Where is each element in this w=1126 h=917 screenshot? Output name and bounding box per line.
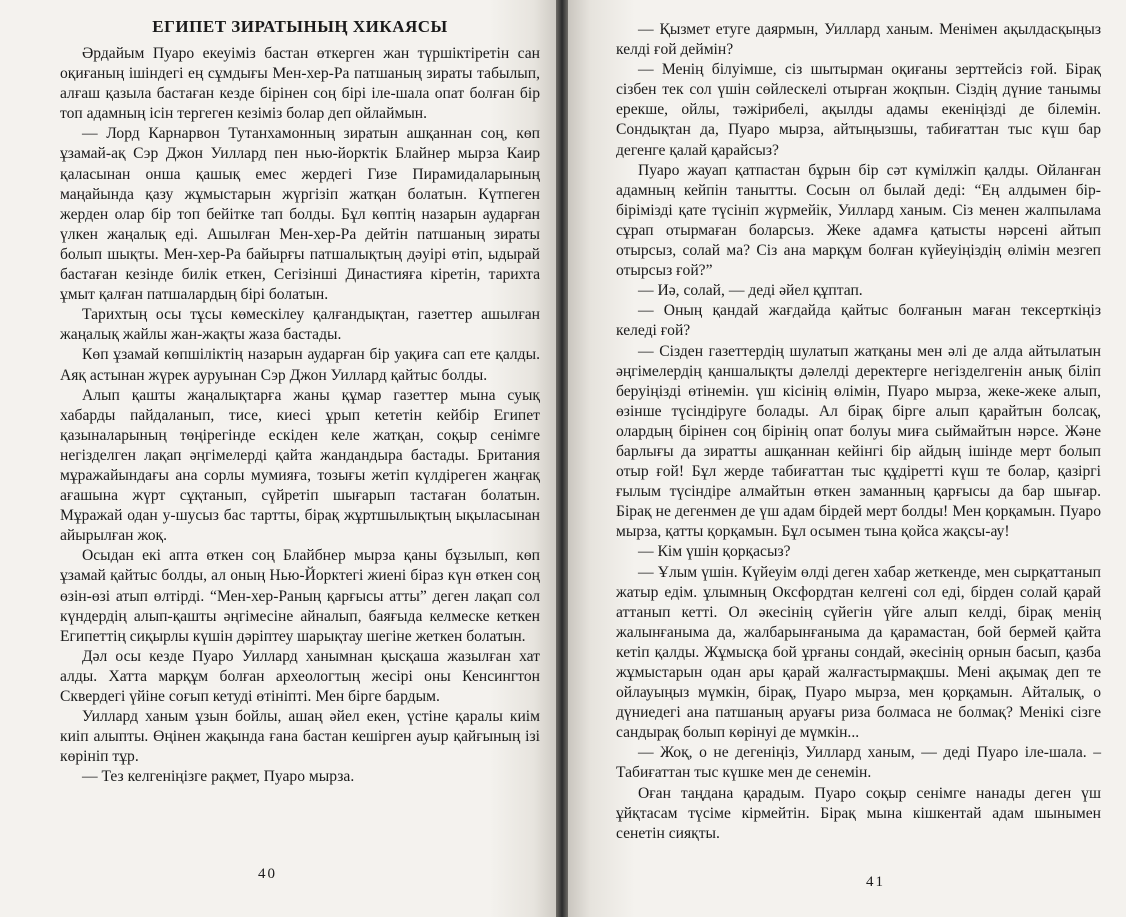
paragraph: Дәл осы кезде Пуаро Уиллард ханымнан қысқаша жазылған хат алды. Хатта марқұм болған археологтың жесірі оны Кенсингтон Сквердегі үйіне соғып кетуді өтініпті. Мен бірге бардым. bbox=[60, 647, 540, 705]
right-page-text bbox=[616, 20, 1101, 844]
paragraph: — Сізден газеттердің шулатып жатқаны мен әлі де алда айтылатын әңгімелердің қаншалықты дәлелді деректерге негізделгенін анық біліп беруіңізді өтінемін. үш кісінің өлімін, Пуаро мырза, жеке-жеке алып, өзінше түсіндіруге болады. Ал бірақ бірге алып қарайтын болсақ, олардың бірінен соң бірінің опат болуы миға сыймайтын нәрсе. Және барлығы да зиратты ашқаннан кейінгі бір айдың ішінде мерт болып отыр ғой! Бұл жерде табиғаттан тыс құдіретті күш те болар, қазіргі ғылым түсіндіре алмайтын өткен заманның қарғысы да бар шығар. Бірақ не дегенмен де үш адам бірдей мерт болды! Мен қорқамын. Пуаро мырза, қатты қорқамын. Бұл осымен тына қойса жақсы-ау! bbox=[616, 342, 1101, 541]
page-number-left: 40 bbox=[258, 866, 277, 882]
paragraph: Тарихтың осы тұсы көмескілеу қалғандықтан, газеттер ашылған жаңалық жайлы жан-жақты жаза бастады. bbox=[60, 306, 540, 344]
left-page bbox=[0, 0, 556, 917]
chapter-title: ЕГИПЕТ ЗИРАТЫНЫҢ ХИКАЯСЫ bbox=[152, 17, 448, 36]
paragraph: — Менің білуімше, сіз шытырман оқиғаны зерттейсіз ғой. Бірақ сізбен тек сол үшін сөйлескелі отырған жоқпын. Сіздің дүние танымы ерекше, ойлы, тәжірибелі, ақылды адамы екеніңізді де білемін. Сондықтан да, Пуаро мырза, айтыңызшы, табиғаттан тыс күш бар дегенге қалай қарайсыз? bbox=[616, 61, 1101, 159]
paragraph: — Тез келгеніңізге рақмет, Пуаро мырза. bbox=[82, 768, 355, 786]
paragraph: — Жоқ, о не дегеніңіз, Уиллард ханым, — деді Пуаро іле-шала. – Табиғаттан тыс күшке мен де сенемін. bbox=[616, 744, 1101, 782]
paragraph: Алып қашты жаңалықтарға жаны құмар газеттер мына суық хабарды пайдаланып, тисе, киесі ұрып кететін кейбір Египет қазыналарының төңірегінде ескіден келе жатқан, соқыр сенімге негізделген лақап әңгімелерді қайта жандандыра бастады. Британия мұражайындағы ана сорлы мумияға, тозығы жетіп күлдіреген жаңғақ ағашына жүрт сұқтанып, сүйретіп шығарып тастаған болатын. Мұражай одан у-шусыз бас тартты, бірақ жұртшылықтың ықыласынан айырылған жоқ. bbox=[60, 386, 540, 545]
paragraph: — Кім үшін қорқасыз? bbox=[638, 543, 791, 561]
paragraph: — Лорд Карнарвон Тутанхамонның зиратын ашқаннан соң, көп ұзамай-ақ Сэр Джон Уиллард пен нью-йорктік Блайнер мырза Каир қаласынан онша қашық емес жердегі Гизе Пирамидаларының маңайында қазу жұмыстарын жүргізіп жатқан болатын. Күтпеген жерден олар бір топ бейітке тап болды. Бұл көптің назарын аударған үлкен жаңалық еді. Ашылған Мен-хер-Ра дейтін патшаның зираты болып шықты. Мен-хер-Ра байырғы патшалықтың дәуірі өтіп, ыдырай бастаған кезінде билік еткен, Сегізінші Династияға кіретін, тарихта ұмыт қалған патшалардың бірі болатын. bbox=[60, 125, 540, 304]
paragraph: — Оның қандай жағдайда қайтыс болғанын маған тексерткіңіз келеді ғой? bbox=[616, 302, 1101, 340]
paragraph: Осыдан екі апта өткен соң Блайбнер мырза қаны бұзылып, көп ұзамай қайтыс болды, ал оның Нью-Йорктегі жиені біраз күн өткен соң өзін-өзі атып өлтірді. “Мен-хер-Раның қарғысы атты” деген лақап сол күндердің алып-қашты әңгімесіне айналып, баяғыда келмеске кеткен Египеттің сиқырлы күшін дәріптеу шарықтау шегіне жеткен болатын. bbox=[60, 547, 540, 645]
paragraph: Пуаро жауап қатпастан бұрын бір сәт күмілжіп қалды. Ойланған адамның кейпін танытты. Сосын ол былай деді: “Ең алдымен бір-бірімізді қате түсініп жүрмейік, Уиллард ханым. Сіз менен жалпылама сұрап отырмаған боларсыз. Жеке адамға қатысты нәрсені айтып отырсыз, солай ма? Сіз ана марқұм болған күйеуіңіздің өлімін мезгеп отырсыз ғой?” bbox=[616, 161, 1101, 280]
paragraph: Оған таңдана қарадым. Пуаро соқыр сенімге нанады деген үш ұйқтасам түсіме кірмейтін. Бірақ мына кішкентай адам шынымен сенетін сияқты. bbox=[616, 784, 1101, 842]
right-page bbox=[568, 0, 1126, 917]
paragraph: Әрдайым Пуаро екеуіміз бастан өткерген жан түршіктіретін сан оқиғаның ішіндегі ең сұмдығы Мен-хер-Ра патшаның зираты табылып, алғаш қазыла бастаған кезде бірінен соң бірі іле-шала опат болған бір топ адамның ісін тергеген кезіміз болар деп ойлаймын. bbox=[60, 45, 540, 123]
page-number-right: 41 bbox=[866, 874, 885, 890]
paragraph: Уиллард ханым ұзын бойлы, ашаң әйел екен, үстіне қаралы киім киіп алыпты. Өңінен жақында ғана бастан кешірген ауыр қайғының ізі көрініп тұр. bbox=[60, 708, 540, 766]
paragraph: — Иә, солай, — деді әйел құптап. bbox=[638, 282, 863, 300]
left-page-text bbox=[60, 17, 540, 787]
paragraph: — Қызмет етуге даярмын, Уиллард ханым. Менімен ақылдасқыңыз келді ғой деймін? bbox=[616, 21, 1101, 59]
book-gutter bbox=[556, 0, 568, 917]
paragraph: — Ұлым үшін. Күйеуім өлді деген хабар жеткенде, мен сырқаттанып жатыр едім. ұлымның Оксфордтан келгені сол еді, бірден солай қарай аттанып кетті. Ол әкесінің сүйегін үйге алып келді, бірақ менің жалынғаныма да, жалбарынғаныма да қарамастан, бой бермей қайта кетіп қалды. Жұмысқа бой ұрғаны сондай, әкесінің орнын басып, қазба жұмыстарын одан ары қарай жалғастырмақшы. Мені ақымақ деп те ойлауыңыз мүмкін, бірақ, Пуаро мырза, мен қорқамын. Айталық, о дүниедегі ана патшаның аруағы риза болмаса не болмақ? Менікі сізге сандырақ болып көрінуі де мүмкін... bbox=[616, 563, 1101, 742]
paragraph: Көп ұзамай көпшіліктің назарын аударған бір уақиға сап ете қалды. Аяқ астынан жүрек ауруынан Сэр Джон Уиллард қайтыс болды. bbox=[60, 346, 540, 384]
